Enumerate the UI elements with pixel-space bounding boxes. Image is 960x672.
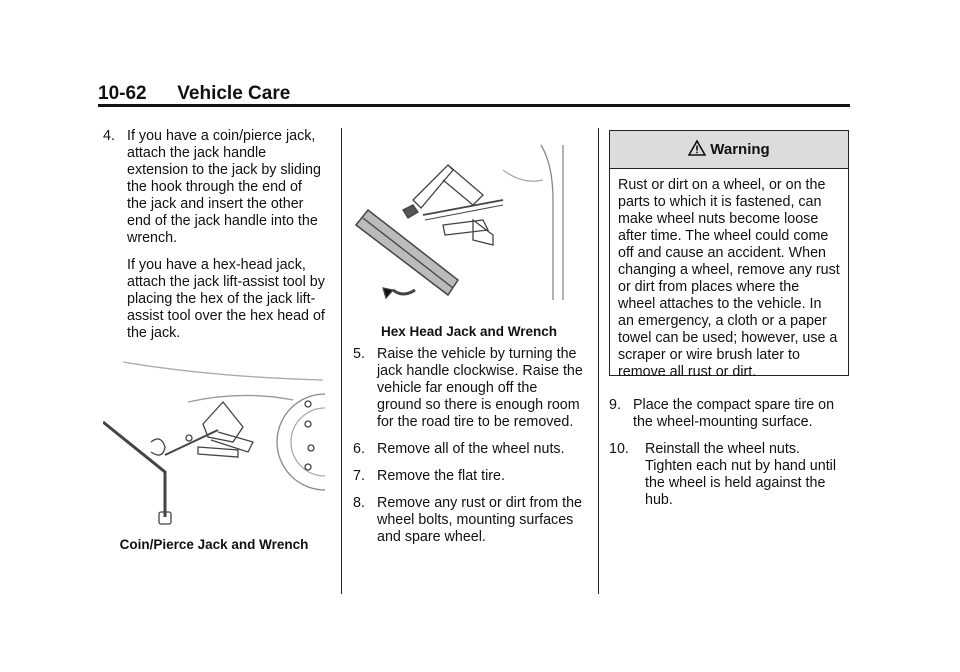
- page-number: 10-62: [98, 83, 147, 104]
- step-4: [103, 128, 325, 247]
- step-text: Remove the flat tire.: [377, 468, 505, 484]
- section-title: Vehicle Care: [177, 83, 291, 104]
- step-6: [353, 441, 585, 458]
- column-divider-2: [598, 128, 599, 594]
- step-5: [353, 346, 585, 431]
- warning-header: [610, 131, 848, 169]
- step-number: 8.: [353, 495, 365, 511]
- figure-caption: Hex Head Jack and Wrench: [380, 324, 558, 339]
- warning-triangle-icon: [688, 139, 706, 161]
- column-2: [353, 128, 585, 556]
- figure-caption: Coin/Pierce Jack and Wrench: [119, 537, 309, 552]
- warning-box: [609, 130, 849, 380]
- coin-pierce-jack-figure: [103, 352, 325, 532]
- step-9: [609, 397, 853, 431]
- warning-title: Warning: [710, 141, 770, 158]
- hex-head-jack-figure: [353, 140, 585, 315]
- step-10-detail: Tighten each nut by hand until the wheel is held against the hub.: [645, 458, 837, 508]
- step-number: 4.: [103, 128, 115, 144]
- step-text: If you have a coin/pierce jack, attach the jack handle extension to the jack by sliding the hook through the end of the jack and insert the other end of the jack handle into the wrench.: [127, 128, 321, 246]
- column-1: [103, 128, 325, 553]
- step-text: Place the compact spare tire on the wheel-mounting surface.: [633, 397, 835, 430]
- step-list: [609, 397, 853, 509]
- step-8: [353, 495, 585, 546]
- step-text: Raise the vehicle by turning the jack handle clockwise. Raise the vehicle far enough off the ground so there is enough room for the road tire to be removed.: [377, 346, 583, 430]
- step-number: 7.: [353, 468, 365, 484]
- warning-text: Rust or dirt on a wheel, or on the parts to which it is fastened, can make wheel nuts become loose after time. The wheel could come off and cause an accident. When changing a wheel, remove any rust or dirt from places where the wheel attaches to the vehicle. In an emergency, a cloth or a paper towel can be used; however, use a scraper or wire brush later to remove all rust or dirt.: [618, 177, 840, 380]
- step-text: Remove any rust or dirt from the wheel bolts, mounting surfaces and spare wheel.: [377, 495, 582, 545]
- step-text: Remove all of the wheel nuts.: [377, 441, 565, 457]
- step-text: Reinstall the wheel nuts.: [645, 441, 800, 457]
- step-number: 5.: [353, 346, 365, 362]
- column-divider-1: [341, 128, 342, 594]
- step-number: 9.: [609, 397, 621, 413]
- step-10: [609, 441, 853, 458]
- step-number: 10.: [609, 441, 629, 457]
- step-7: [353, 468, 585, 485]
- header-rule: [98, 104, 850, 107]
- page-header: [98, 83, 290, 105]
- step-4-alt-text: If you have a hex-head jack, attach the jack lift-assist tool by placing the hex of the jack lift-assist tool over the hex head of the jack.: [127, 257, 325, 341]
- step-number: 6.: [353, 441, 365, 457]
